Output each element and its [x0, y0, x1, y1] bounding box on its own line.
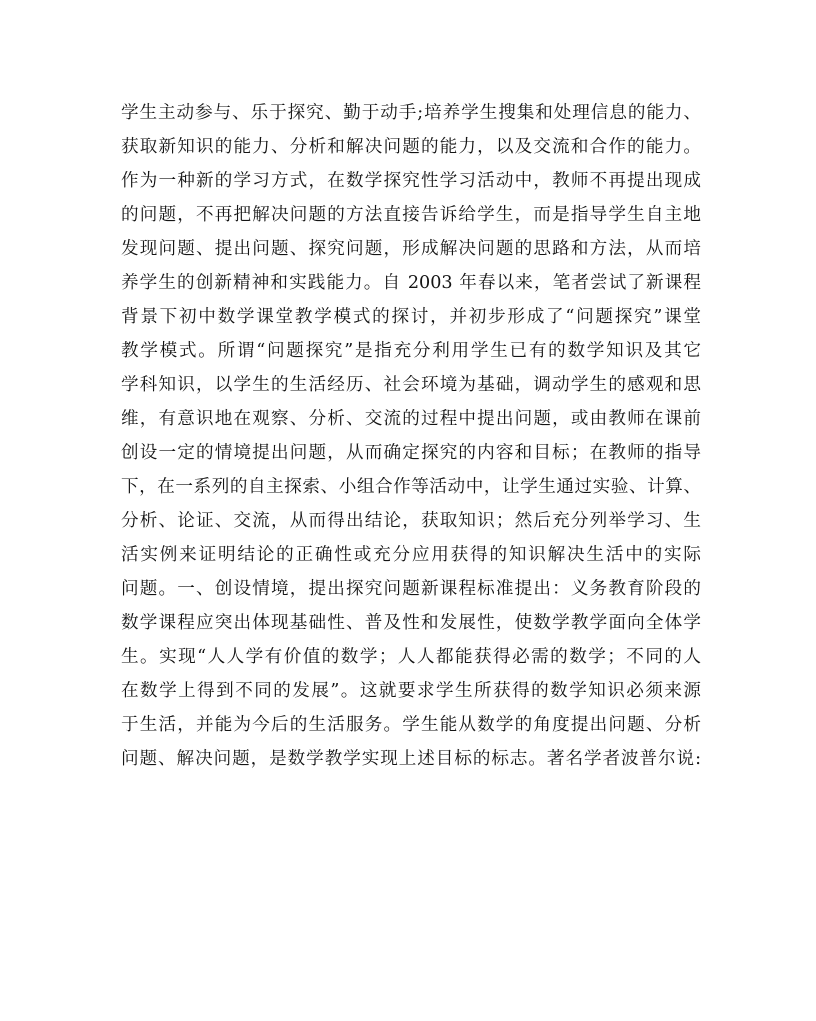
body-text [121, 96, 701, 776]
text-line-20: 问题、解决问题，是数学教学实现上述目标的标志。著名学者波普尔说: [121, 749, 701, 769]
text-line-17: 生。实现“人人学有价值的数学；人人都能获得必需的数学；不同的人 [121, 647, 701, 667]
text-line-18: 在数学上得到不同的发展”。这就要求学生所获得的数学知识必须来源 [121, 681, 701, 701]
text-line-8: 教学模式。所谓“问题探究”是指充分利用学生已有的数学知识及其它 [121, 341, 701, 361]
text-line-16: 数学课程应突出体现基础性、普及性和发展性，使数学教学面向全体学 [121, 613, 701, 633]
text-line-9: 学科知识，以学生的生活经历、社会环境为基础，调动学生的感观和思 [121, 375, 701, 395]
text-line-14: 活实例来证明结论的正确性或充分应用获得的知识解决生活中的实际 [121, 545, 701, 565]
text-line-10: 维，有意识地在观察、分析、交流的过程中提出问题，或由教师在课前 [121, 409, 701, 429]
text-line-3: 作为一种新的学习方式，在数学探究性学习活动中，教师不再提出现成 [121, 171, 701, 191]
text-line-4: 的问题，不再把解决问题的方法直接告诉给学生，而是指导学生自主地 [121, 205, 701, 225]
text-line-13: 分析、论证、交流，从而得出结论，获取知识；然后充分列举学习、生 [121, 511, 701, 531]
text-line-19: 于生活，并能为今后的生活服务。学生能从数学的角度提出问题、分析 [121, 715, 701, 735]
text-line-2: 获取新知识的能力、分析和解决问题的能力，以及交流和合作的能力。 [121, 137, 701, 157]
text-line-5: 发现问题、提出问题、探究问题，形成解决问题的思路和方法，从而培 [121, 239, 701, 259]
text-line-11: 创设一定的情境提出问题，从而确定探究的内容和目标；在教师的指导 [121, 443, 701, 463]
text-line-6: 养学生的创新精神和实践能力。自 2003 年春以来，笔者尝试了新课程 [121, 273, 701, 293]
text-line-15: 问题。一、创设情境，提出探究问题新课程标准提出：义务教育阶段的 [121, 579, 701, 599]
text-line-1: 学生主动参与、乐于探究、勤于动手;培养学生搜集和处理信息的能力、 [121, 103, 701, 123]
text-line-7: 背景下初中数学课堂教学模式的探讨，并初步形成了“问题探究”课堂 [121, 307, 701, 327]
text-line-12: 下，在一系列的自主探索、小组合作等活动中，让学生通过实验、计算、 [121, 477, 701, 497]
